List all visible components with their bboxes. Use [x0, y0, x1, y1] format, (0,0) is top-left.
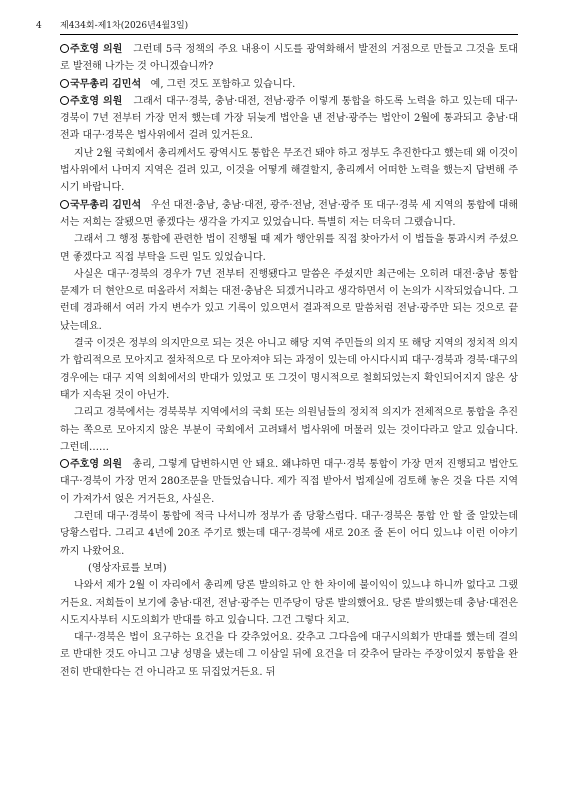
- paragraph: [60, 335, 518, 404]
- page-number: 4: [36, 21, 42, 31]
- speaker-name: 국무총리 김민석: [70, 78, 142, 90]
- paragraph: [60, 404, 518, 456]
- stage-direction: [60, 560, 518, 577]
- session-info: 제434회-제1차(2026년4월3일): [60, 21, 189, 31]
- paragraph: [60, 197, 518, 232]
- paragraph: [60, 41, 518, 76]
- paragraph-text: 총리, 그렇게 답변하시면 안 돼요. 왜냐하면 대구·경북 통합이 가장 먼저 진행되고 법안도 대구·경북이 가장 먼저 280조문을 만들었습니다. 제가 직접 받아서 법제실에 검토해 놓은 것을 다른 지역이 가져가서 얹은 거거든요, 사실은.: [60, 459, 518, 505]
- paragraph: [60, 266, 518, 335]
- paragraph-text: 그런데 5극 정책의 주요 내용이 시도를 광역화해서 발전의 거점으로 만들고 그것을 토대로 발전해 나가는 것 아니겠습니까?: [60, 44, 518, 73]
- speaker-name: 주호영 의원: [70, 459, 123, 471]
- paragraph: [60, 629, 518, 681]
- paragraph-text: 그리고 경북에서는 경북북부 지역에서의 국회 또는 의원님들의 정치적 의지가 전체적으로 통합을 추진하는 쪽으로 모아지지 않은 부분이 국회에서 고려돼서 법사위에 머물러 있는 것이다라고 알고 있습니다. 그런데……: [60, 407, 518, 453]
- paragraph-text: 나와서 제가 2월 이 자리에서 총리께 당론 발의하고 안 한 차이에 불이익이 있느냐 하니까 없다고 그랬거든요. 저희들이 보기에 충남·대전, 전남·광주는 민주당이 당론 발의했어요. 당론 발의했는데 충남·대전은 시도지사부터 시도의회가 반대를 하고 있습니다. 그건 그렇다 치고.: [60, 580, 518, 626]
- paragraph-text: 사실은 대구·경북의 경우가 7년 전부터 진행됐다고 말씀은 주셨지만 최근에는 오히려 대전·충남 통합 문제가 더 현안으로 떠올라서 저희는 대전·충남은 되겠거니라고 생각하면서 이 논의가 시작되었습니다. 그런데 경과해서 여러 가지 변수가 있고 기록이 있으면서 결과적으로 말씀처럼 전남·광주만 되는 것으로 끝났는데요.: [60, 268, 518, 332]
- paragraph: [60, 76, 518, 93]
- paragraph-text: 대구·경북은 법이 요구하는 요건을 다 갖추었어요. 갖추고 그다음에 대구시의회가 반대를 했는데 결의로 반대한 것도 아니고 그냥 성명을 냈는데 그 이삼일 뒤에 요건을 더 갖추어 달라는 주장이었지 통합을 완전히 반대한다는 건 아니라고 또 뒤집었거든요. 뒤: [60, 632, 518, 678]
- page-header: [36, 20, 518, 35]
- speaker-circle-icon: [60, 79, 69, 88]
- speaker-circle-icon: [60, 200, 69, 209]
- paragraph-text: (영상자료를 보며): [88, 562, 167, 574]
- speaker-circle-icon: [60, 459, 69, 468]
- speaker-name: 주호영 의원: [70, 44, 123, 55]
- paragraph: [60, 508, 518, 560]
- speaker-name: 주호영 의원: [70, 95, 123, 107]
- paragraph: [60, 231, 518, 266]
- speaker-name: 국무총리 김민석: [70, 199, 142, 211]
- paragraph-text: 그래서 대구·경북, 충남·대전, 전남·광주 이렇게 통합을 하도록 노력을 하고 있는데 대구·경북이 7년 전부터 가장 먼저 했는데 가장 뒤늦게 법안을 낸 전남·광주는 법안이 2월에 통과되고 충남·대전과 대구·경북은 법사위에서 걸려 있거든요.: [60, 95, 518, 142]
- paragraph: [60, 577, 518, 629]
- paragraph-text: 지난 2월 국회에서 총리께서도 광역시도 통합은 무조건 돼야 하고 정부도 추진한다고 했는데 왜 이것이 법사위에서 나머지 지역은 걸려 있고, 이것을 어떻게 해결할지, 총리께서 어떠한 노력을 했는지 답변해 주시기 바랍니다.: [60, 147, 518, 194]
- paragraph-text: 그런데 대구·경북이 통합에 적극 나서니까 정부가 좀 당황스럽다. 대구·경북은 통합 안 할 줄 알았는데 당황스럽다. 그리고 4년에 20조 주기로 했는데 대구·경북에 새로 20조 줄 돈이 어디 있느냐 이런 이야기까지 나왔어요.: [60, 511, 518, 557]
- speaker-circle-icon: [60, 96, 69, 105]
- paragraph: [60, 93, 518, 145]
- paragraph: [60, 145, 518, 197]
- paragraph: [60, 456, 518, 508]
- paragraph-text: 우선 대전·충남, 충남·대전, 광주·전남, 전남·광주 또 대구·경북 세 지역의 통합에 대해서는 저희는 잘됐으면 좋겠다는 생각을 가지고 있었습니다. 특별히 저는 더욱더 그랬습니다.: [60, 199, 519, 228]
- speaker-circle-icon: [60, 44, 69, 53]
- paragraph-text: 결국 이것은 정부의 의지만으로 되는 것은 아니고 해당 지역 주민들의 의지 또 해당 지역의 정치적 의지가 합리적으로 모아지고 절차적으로 다 모아져야 되는 과정이 있는데 아시다시피 대구·경북과 경북·대구의 경우에는 대구 지역 의회에서의 반대가 있었고 또 그것이 명시적으로 철회되었는지 확인되어지지 않은 상태가 지속된 것이 아닌가.: [60, 338, 518, 401]
- paragraph-text: 예, 그런 것도 포함하고 있습니다.: [150, 78, 296, 90]
- paragraph-text: 그래서 그 행정 통합에 관련한 법이 진행될 때 제가 행안위를 직접 찾아가서 이 법들을 통과시켜 주셨으면 좋겠다고 직접 부탁을 드린 일도 있었습니다.: [60, 234, 518, 263]
- transcript-body: [60, 41, 518, 681]
